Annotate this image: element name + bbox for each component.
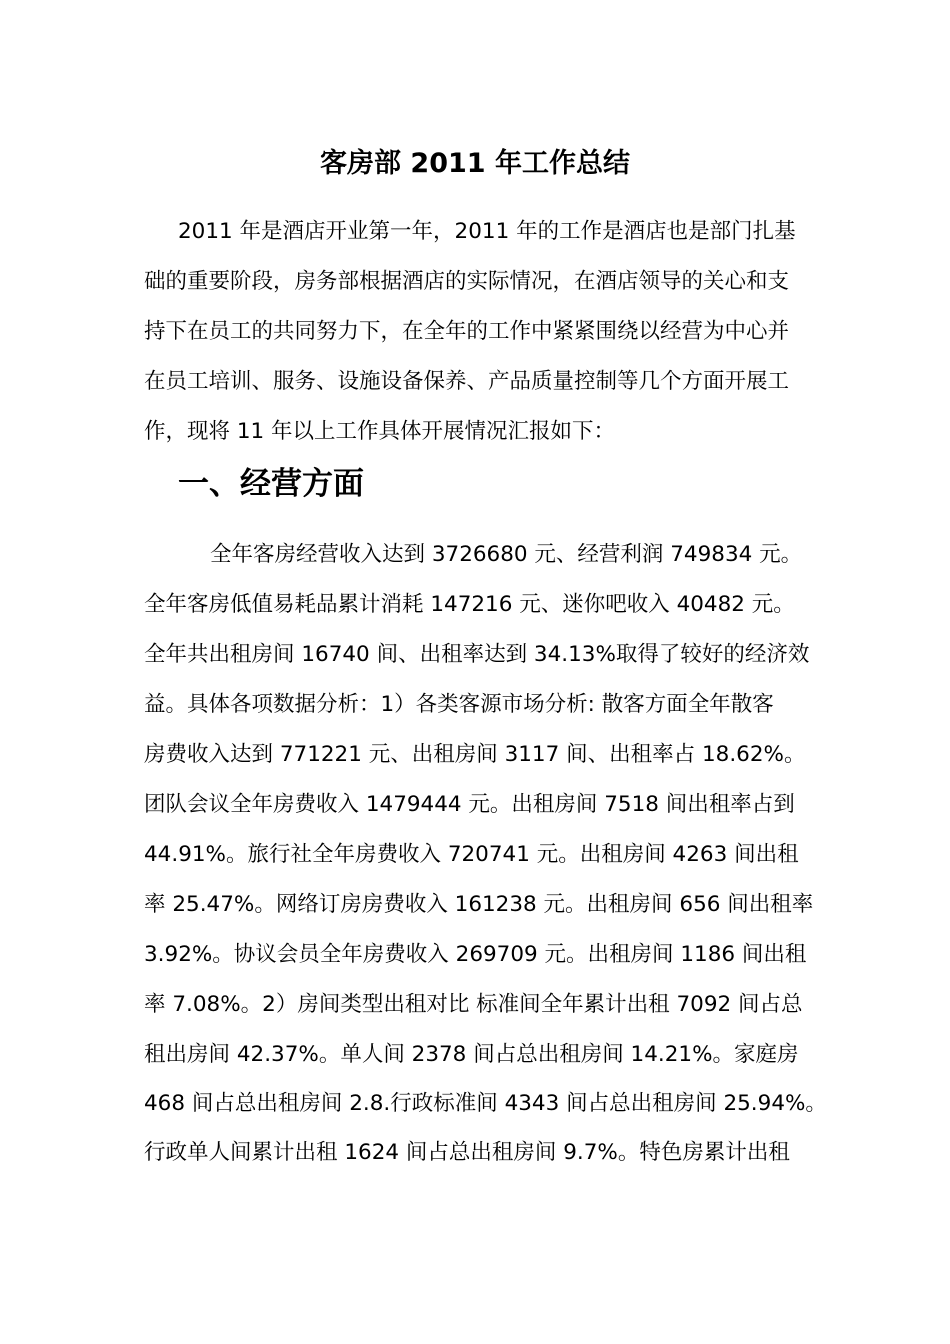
section-line-13: 行政单人间累计出租 1624 间占总出租房间 9.7%。特色房累计出租 [144,1140,790,1165]
section-line-11: 租出房间 42.37%。单人间 2378 间占总出租房间 14.21%。家庭房 [144,1042,799,1067]
intro-line-3: 持下在员工的共同努力下，在全年的工作中紧紧围绕以经营为中心并 [144,319,790,344]
section-line-3: 全年共出租房间 16740 间、出租率达到 34.13%取得了较好的经济效 [144,642,810,667]
section-line-9: 3.92%。协议会员全年房费收入 269709 元。出租房间 1186 间出租 [144,942,807,967]
intro-line-1: 2011 年是酒店开业第一年，2011 年的工作是酒店也是部门扎基 [178,219,796,244]
section-line-2: 全年客房低值易耗品累计消耗 147216 元、迷你吧收入 40482 元。 [144,592,795,617]
section-line-8: 率 25.47%。网络订房房费收入 161238 元。出租房间 656 间出租率 [144,892,814,917]
section-line-10: 率 7.08%。2）房间类型出租对比 标准间全年累计出租 7092 间占总 [144,992,803,1017]
section-line-1: 全年客房经营收入达到 3726680 元、经营利润 749834 元。 [210,542,803,567]
section-line-7: 44.91%。旅行社全年房费收入 720741 元。出租房间 4263 间出租 [144,842,799,867]
section-line-12: 468 间占总出租房间 2.8.行政标准间 4343 间占总出租房间 25.94%。 [144,1091,827,1116]
intro-line-5: 作，现将 11 年以上工作具体开展情况汇报如下： [144,419,616,444]
intro-line-4: 在员工培训、服务、设施设备保养、产品质量控制等几个方面开展工 [144,369,790,394]
document-title: 客房部 2011 年工作总结 [320,148,630,179]
section-line-6: 团队会议全年房费收入 1479444 元。出租房间 7518 间出租率占到 [144,792,795,817]
section-line-5: 房费收入达到 771221 元、出租房间 3117 间、出租率占 18.62%。 [144,742,806,767]
section-line-4: 益。具体各项数据分析：1）各类客源市场分析: 散客方面全年散客 [144,692,774,717]
intro-line-2: 础的重要阶段，房务部根据酒店的实际情况，在酒店领导的关心和支 [144,269,790,294]
section-heading: 一、经营方面 [178,466,364,502]
